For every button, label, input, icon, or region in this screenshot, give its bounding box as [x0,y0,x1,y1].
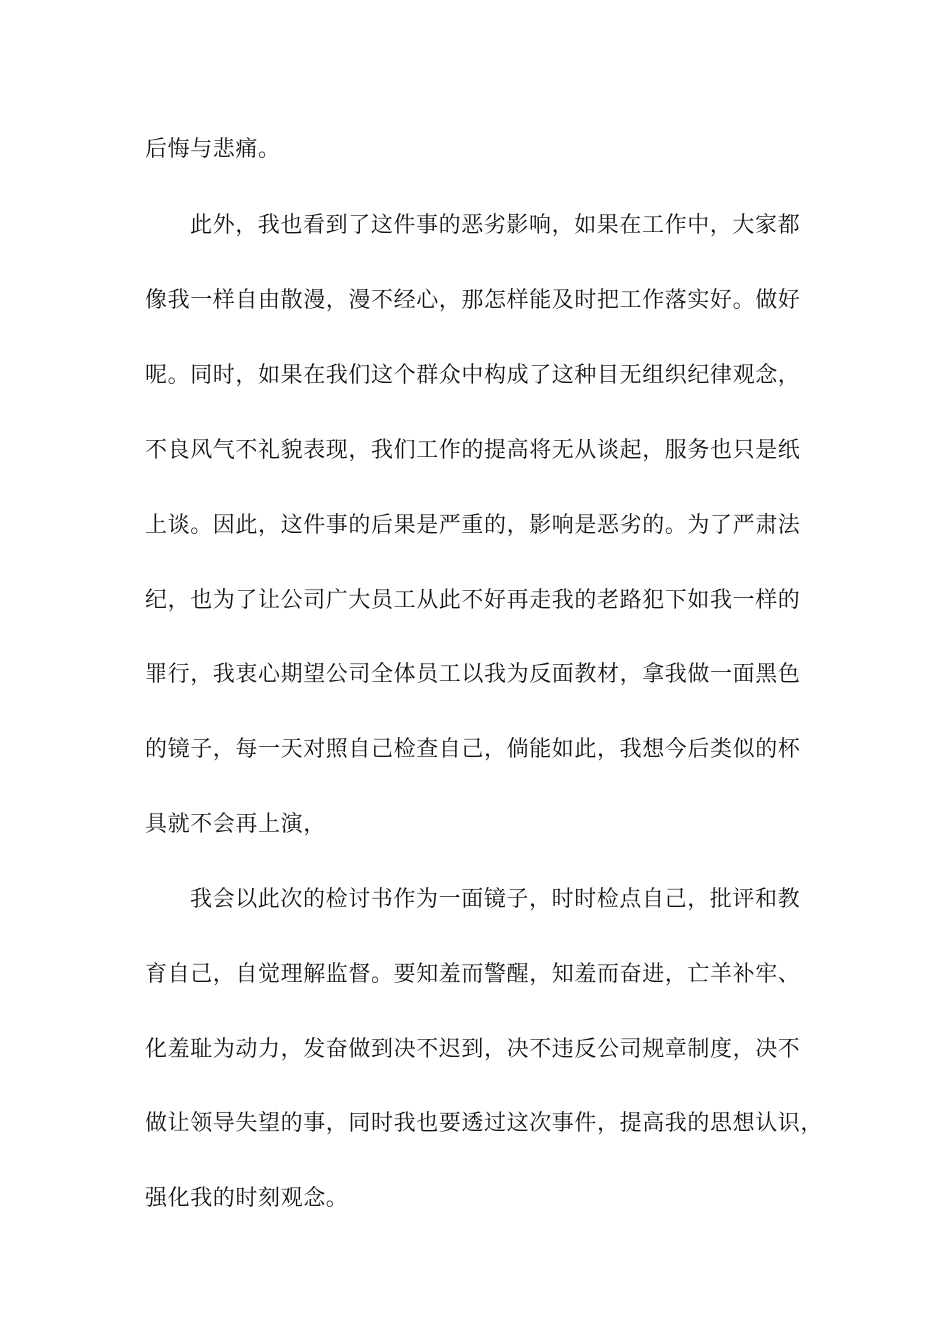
text-line-4: 呢。同时，如果在我们这个群众中构成了这种目无组织纪律观念， [145,363,801,388]
text-line-6: 上谈。因此，这件事的后果是严重的，影响是恶劣的。为了严肃法 [145,513,801,538]
text-line-14: 做让领导失望的事，同时我也要透过这次事件，提高我的思想认识， [145,1111,824,1136]
text-line-5: 不良风气不礼貌表现，我们工作的提高将无从谈起，服务也只是纸 [145,438,801,463]
text-line-13: 化羞耻为动力，发奋做到决不迟到，决不违反公司规章制度，决不 [145,1037,801,1062]
text-line-1: 后悔与悲痛。 [145,137,281,162]
text-line-9: 的镜子，每一天对照自己检查自己，倘能如此，我想今后类似的杯 [145,737,801,762]
text-line-10: 具就不会再上演， [145,812,326,837]
text-line-3: 像我一样自由散漫，漫不经心，那怎样能及时把工作落实好。做好 [145,288,801,313]
text-line-11: 我会以此次的检讨书作为一面镜子，时时检点自己，批评和教 [190,887,801,912]
text-line-2: 此外，我也看到了这件事的恶劣影响，如果在工作中，大家都 [190,213,801,238]
text-line-7: 纪，也为了让公司广大员工从此不好再走我的老路犯下如我一样的 [145,588,801,613]
text-line-12: 育自己，自觉理解监督。要知羞而警醒，知羞而奋进，亡羊补牢、 [145,962,801,987]
text-line-15: 强化我的时刻观念。 [145,1186,349,1211]
text-line-8: 罪行，我衷心期望公司全体员工以我为反面教材，拿我做一面黑色 [145,662,801,687]
